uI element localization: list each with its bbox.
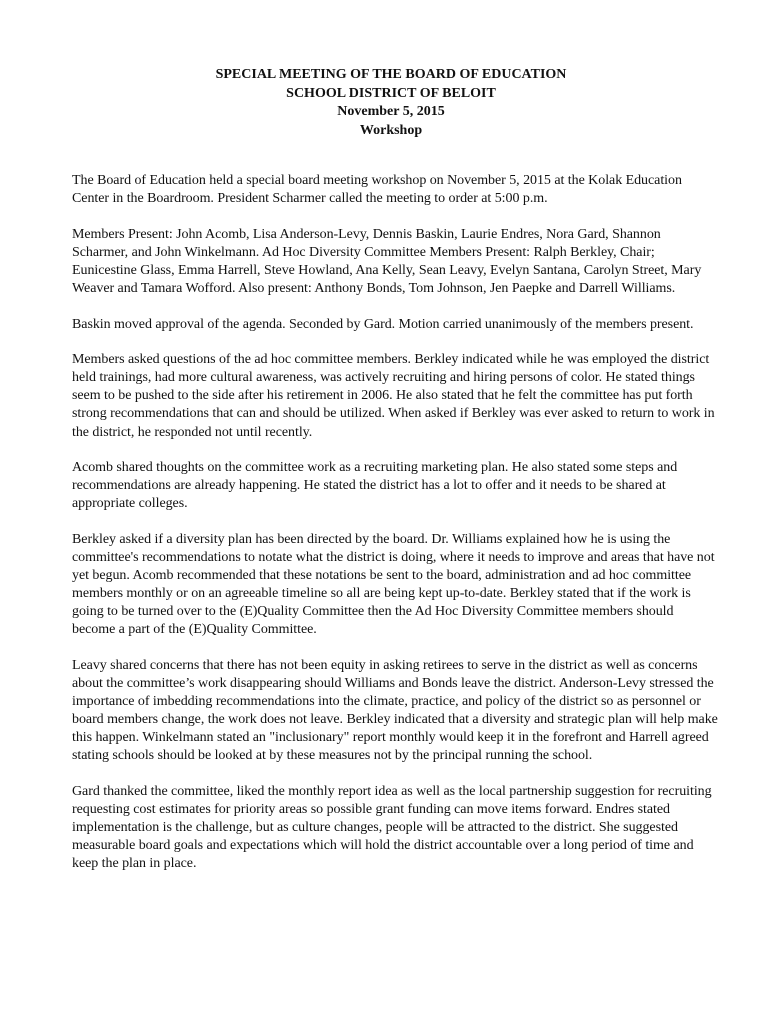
- heading-date: November 5, 2015: [337, 104, 445, 120]
- paragraph-diversity-plan: Berkley asked if a diversity plan has been directed by the board. Dr. Williams explained how he is using the committee's recommendations to notate what the district is doing, where it needs to improve and areas that have not yet begun. Acomb recommended that these notations be sent to the board, administration and ad hoc committee members monthly or on an agreeable timeline so all are being kept up-to-date. Berkley stated that if the work is going to be turned over to the (E)Quality Committee then the Ad Hoc Diversity Committee members should become a part of the (E)Quality Committee.: [72, 531, 715, 638]
- paragraph-call-to-order: The Board of Education held a special board meeting workshop on November 5, 2015 at the Kolak Education Center in the Boardroom. President Scharmer called the meeting to order at 5:00 p.m.: [72, 173, 682, 207]
- heading-district: SCHOOL DISTRICT OF BELOIT: [286, 85, 496, 101]
- document-heading: [0, 66, 770, 140]
- paragraph-agenda-approval: Baskin moved approval of the agenda. Seconded by Gard. Motion carried unanimously of the members present.: [72, 316, 694, 332]
- paragraph-members-present: Members Present: John Acomb, Lisa Anderson-Levy, Dennis Baskin, Laurie Endres, Nora Gard, Shannon Scharmer, and John Winkelmann. Ad Hoc Diversity Committee Members Present: Ralph Berkley, Chair; Eunicestine Glass, Emma Harrell, Steve Howland, Ana Kelly, Sean Leavy, Evelyn Santana, Carolyn Street, Mary Weaver and Tamara Wofford. Also present: Anthony Bonds, Tom Johnson, Jen Paepke and Darrell Williams.: [72, 226, 702, 296]
- paragraph-committee-questions: Members asked questions of the ad hoc committee members. Berkley indicated while he was employed the district held trainings, had more cultural awareness, was actively recruiting and hiring persons of color. He stated things seem to be pushed to the side after his retirement in 2006. He also stated that he felt the committee has put forth strong recommendations that can and should be utilized. When asked if Berkley was ever asked to return to work in the district, he responded not until recently.: [72, 352, 715, 440]
- paragraph-equity-concerns: Leavy shared concerns that there has not been equity in asking retirees to serve in the district as well as concerns about the committee’s work disappearing should Williams and Bonds leave the district. Anderson-Levy stressed the importance of imbedding recommendations into the climate, practice, and policy of the district so as personnel or board members change, the work does not leave. Berkley indicated that a diversity and strategic plan will help make this happen. Winkelmann stated an "inclusionary" report monthly would keep it in the forefront and Harrell agreed stating schools should be looked at by these measures not by the principal running the school.: [72, 657, 718, 764]
- document-body: [72, 172, 718, 891]
- paragraph-acomb-thoughts: Acomb shared thoughts on the committee work as a recruiting marketing plan. He also stated some steps and recommendations are already happening. He stated the district has a lot to offer and it needs to be shared at appropriate colleges.: [72, 460, 678, 512]
- paragraph-gard-thanks: Gard thanked the committee, liked the monthly report idea as well as the local partnership suggestion for recruiting requesting cost estimates for priority areas so possible grant funding can move items forward. Endres stated implementation is the challenge, but as culture changes, people will be attracted to the district. She suggested measurable board goals and expectations which will hold the district accountable over a long period of time and keep the plan in place.: [72, 784, 712, 872]
- heading-meeting-type: Workshop: [359, 122, 423, 138]
- heading-title: SPECIAL MEETING OF THE BOARD OF EDUCATION: [215, 67, 567, 82]
